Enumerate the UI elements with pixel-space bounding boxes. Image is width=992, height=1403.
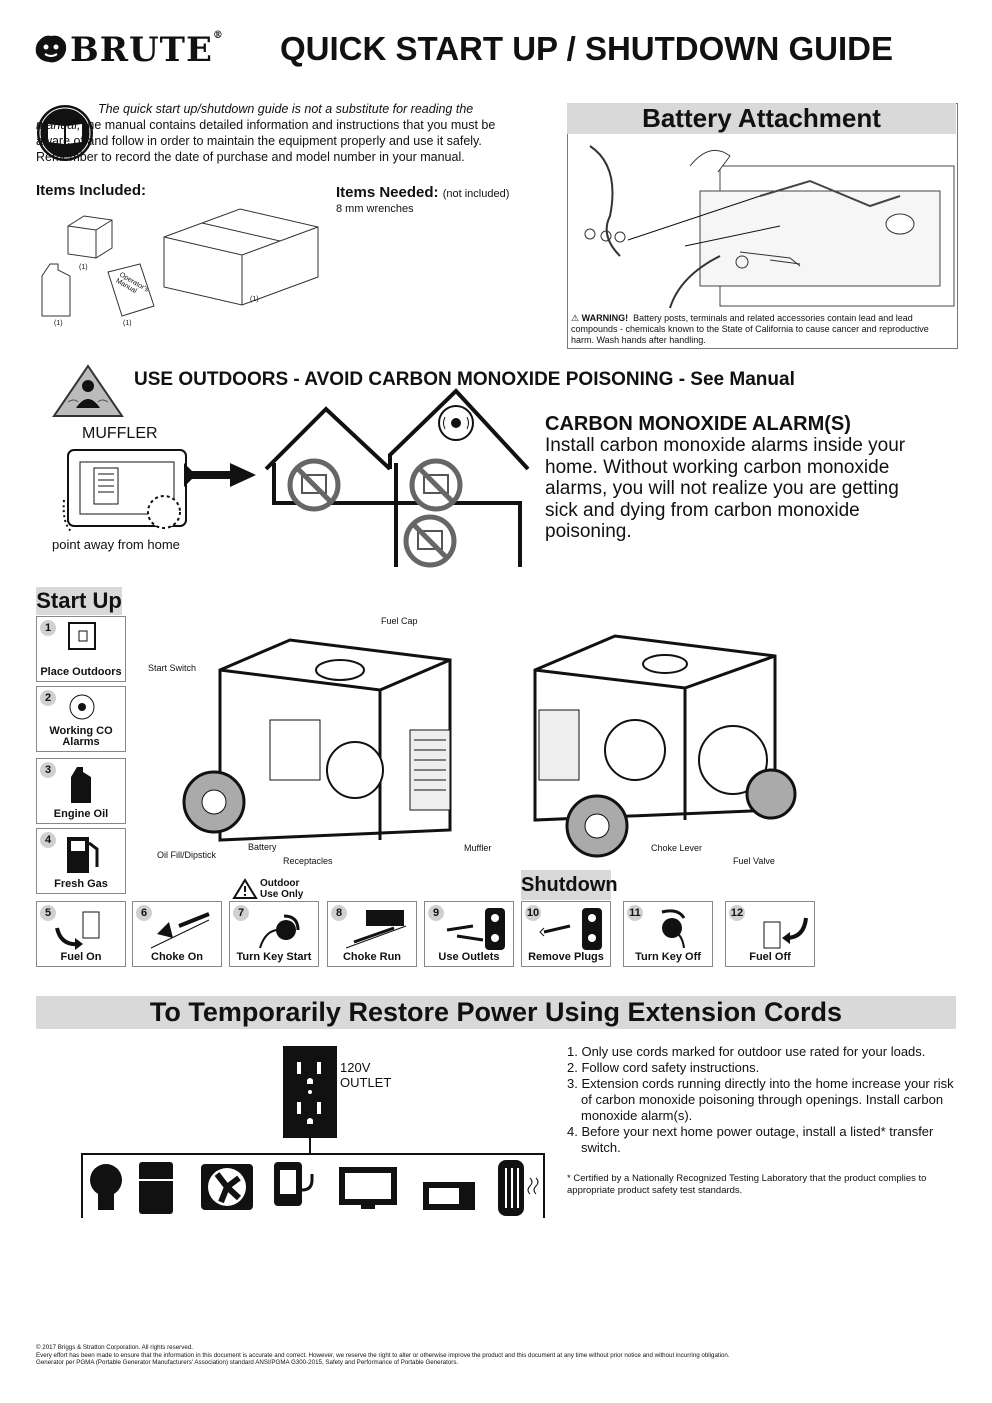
manual-cover-label: Operator's Manual <box>114 271 150 296</box>
co-alarm-title: CARBON MONOXIDE ALARM(S) <box>545 413 851 435</box>
step-place-outdoors <box>36 616 126 682</box>
bulldog-logo-icon <box>34 34 68 64</box>
items-needed-note: (not included) <box>442 188 510 200</box>
qty-label: (1) <box>123 320 132 327</box>
step-choke-run <box>327 901 417 967</box>
step-label: Working CO Alarms <box>49 725 113 748</box>
no-generator-indoors-icon <box>406 517 454 565</box>
co-banner: USE OUTDOORS - AVOID CARBON MONOXIDE POISONING - See Manual <box>134 369 795 390</box>
fuel-valve-icon <box>744 908 808 950</box>
gas-pump-icon <box>65 833 103 875</box>
battery-diagram <box>570 136 954 308</box>
light-bulb-icon <box>88 1162 124 1216</box>
step-label: Engine Oil <box>53 808 109 820</box>
battery-label: Battery <box>248 842 277 852</box>
outdoor-use-only-note: Outdoor Use Only <box>260 878 304 900</box>
battery-warning-text: Battery posts, terminals and related accessories contain lead and lead compounds - chemicals known to the State of California to cause cancer and reproductive harm. Wash hands after handling. <box>571 313 929 345</box>
step-number: 2 <box>40 690 56 706</box>
page-title: QUICK START UP / SHUTDOWN GUIDE <box>280 30 893 67</box>
footer <box>36 1344 966 1367</box>
step-label: Turn Key Start <box>236 951 312 963</box>
shutdown-heading: Shutdown <box>521 870 611 900</box>
start-switch-label: Start Switch <box>148 663 197 673</box>
step-label: Choke On <box>151 951 203 963</box>
generator-back-diagram <box>525 630 810 862</box>
step-turn-key-off <box>623 901 713 967</box>
brand-logo <box>70 30 224 70</box>
receptacles-label: Receptacles <box>283 856 333 866</box>
house-diagram <box>258 377 558 569</box>
television-icon <box>337 1165 399 1211</box>
step-label: Fuel Off <box>749 951 791 963</box>
step-fuel-on <box>36 901 126 967</box>
step-engine-oil <box>36 758 126 824</box>
step-number: 1 <box>40 620 56 636</box>
step-turn-key-start <box>229 901 319 967</box>
certification-note: * Certified by a Nationally Recognized Testing Laboratory that the product complies to appropriate product safety test standards. <box>567 1173 927 1196</box>
co-hazard-icon <box>52 364 124 418</box>
step-number: 7 <box>233 905 249 921</box>
warning-triangle-icon: ⚠ <box>571 313 580 323</box>
fuel-valve-label: Fuel Valve <box>733 856 775 866</box>
co-alarm-text: Install carbon monoxide alarms inside your home. Without working carbon monoxide alarms, you will not realize you are getting sick and dying from carbon monoxide poisoning. <box>545 435 906 542</box>
refrigerator-icon <box>137 1160 175 1216</box>
step-number: 5 <box>40 905 56 921</box>
choke-lever-icon <box>344 908 410 950</box>
qty-label: (1) <box>54 320 63 327</box>
step-label: Fuel On <box>60 951 102 963</box>
battery-warning-label: WARNING! <box>581 313 629 323</box>
list-item: 2. Follow cord safety instructions. <box>567 1060 760 1075</box>
step-number: 6 <box>136 905 152 921</box>
outlet-label <box>340 1060 391 1090</box>
extension-cord-instructions <box>567 1044 957 1156</box>
small-box-icon <box>66 212 116 262</box>
items-needed-label: Items Needed: <box>336 184 439 201</box>
outlet-text: OUTLET <box>340 1075 392 1090</box>
oil-bottle-icon <box>40 262 74 318</box>
items-needed-heading <box>336 184 509 201</box>
space-heater-icon <box>494 1158 542 1220</box>
brand-name: BRUTE <box>70 30 213 70</box>
microwave-icon <box>421 1180 477 1212</box>
step-label: Remove Plugs <box>528 951 604 963</box>
intro-rest: the manual contains detailed information and instructions that you must be aware of and follow in order to maintain the equipment properly and use it safely. Remember to record the date of purchase and model number in your manual. <box>36 118 496 164</box>
phone-charger-icon <box>272 1160 322 1210</box>
fuel-cap-label: Fuel Cap <box>381 616 418 626</box>
muffler-label: MUFFLER <box>82 425 158 442</box>
qty-label: (1) <box>250 296 259 303</box>
no-generator-indoors-icon <box>412 461 460 509</box>
items-included-heading: Items Included: <box>36 182 147 199</box>
co-alarm-icon <box>439 406 473 440</box>
step-label: Turn Key Off <box>635 951 701 963</box>
step-label: Fresh Gas <box>54 878 108 890</box>
list-item: 3. Extension cords running directly into the home increase your risk of carbon monoxide poisoning through openings. Install carbon monoxide alarm(s). <box>567 1076 954 1123</box>
step-number: 12 <box>730 907 744 919</box>
step-working-co-alarms <box>36 686 126 752</box>
list-item: 4. Before your next home power outage, install a listed* transfer switch. <box>567 1124 934 1155</box>
footer-copyright: © 2017 Briggs & Stratton Corporation. All rights reserved. <box>36 1344 193 1351</box>
list-item: 1. Only use cords marked for outdoor use rated for your loads. <box>567 1044 926 1059</box>
step-remove-plugs <box>521 901 611 967</box>
muffler-part-label: Muffler <box>464 843 492 853</box>
startup-heading: Start Up <box>36 588 122 613</box>
outlet-voltage: 120V <box>340 1060 371 1075</box>
oil-fill-label: Oil Fill/Dipstick <box>157 850 217 860</box>
key-off-icon <box>648 908 698 950</box>
intro-text <box>36 101 506 165</box>
step-number: 3 <box>40 762 56 778</box>
step-use-outlets <box>424 901 514 967</box>
step-choke-on <box>132 901 222 967</box>
step-number: 4 <box>40 832 56 848</box>
intro-italic: The quick start up/shutdown guide is not a substitute for reading the manual; <box>36 102 474 132</box>
generator-front-diagram <box>180 630 480 864</box>
footer-disclaimer: Every effort has been made to ensure that the information in this document is accurate and correct. However, we reserve the right to alter or otherwise improve the product and this document at any time without prior notice and without incurring obligation. <box>36 1351 730 1359</box>
step-number: 11 <box>627 905 643 921</box>
step-fuel-off <box>725 901 815 967</box>
step-label: Place Outdoors <box>40 666 122 678</box>
house-outdoors-icon <box>65 621 99 651</box>
step-number: 8 <box>331 905 347 921</box>
battery-warning <box>571 313 951 346</box>
step-number: 10 <box>526 907 540 919</box>
qty-label: (1) <box>79 264 88 271</box>
step-label: Use Outlets <box>438 951 500 963</box>
co-alarm-icon <box>65 693 99 721</box>
brand-mark: ® <box>212 30 224 41</box>
extension-cords-title: To Temporarily Restore Power Using Extension Cords <box>36 996 956 1029</box>
point-away-label: point away from home <box>52 537 180 552</box>
no-generator-indoors-icon <box>290 461 338 509</box>
outlet-plug-icon <box>443 906 509 952</box>
fuel-valve-icon <box>53 908 113 950</box>
oil-bottle-icon <box>69 765 93 805</box>
outlet-unplug-icon <box>540 906 606 952</box>
key-start-icon <box>254 908 304 950</box>
items-needed-value: 8 mm wrenches <box>336 203 414 215</box>
warning-triangle-icon <box>233 879 257 899</box>
choke-lever-label: Choke Lever <box>651 843 703 853</box>
step-label: Choke Run <box>342 951 402 963</box>
step-number: 9 <box>428 905 444 921</box>
generator-box-icon <box>162 207 322 307</box>
footer-standard: Generator per PGMA (Portable Generator Manufacturers' Association) standard ANSI/PGMA G300-2015, Safety and Performance of Portable Generators. <box>36 1359 459 1366</box>
step-fresh-gas <box>36 828 126 894</box>
wall-outlet-icon <box>283 1046 337 1138</box>
fan-icon <box>199 1162 255 1212</box>
choke-lever-icon <box>149 908 213 950</box>
battery-attachment-title: Battery Attachment <box>567 103 956 134</box>
